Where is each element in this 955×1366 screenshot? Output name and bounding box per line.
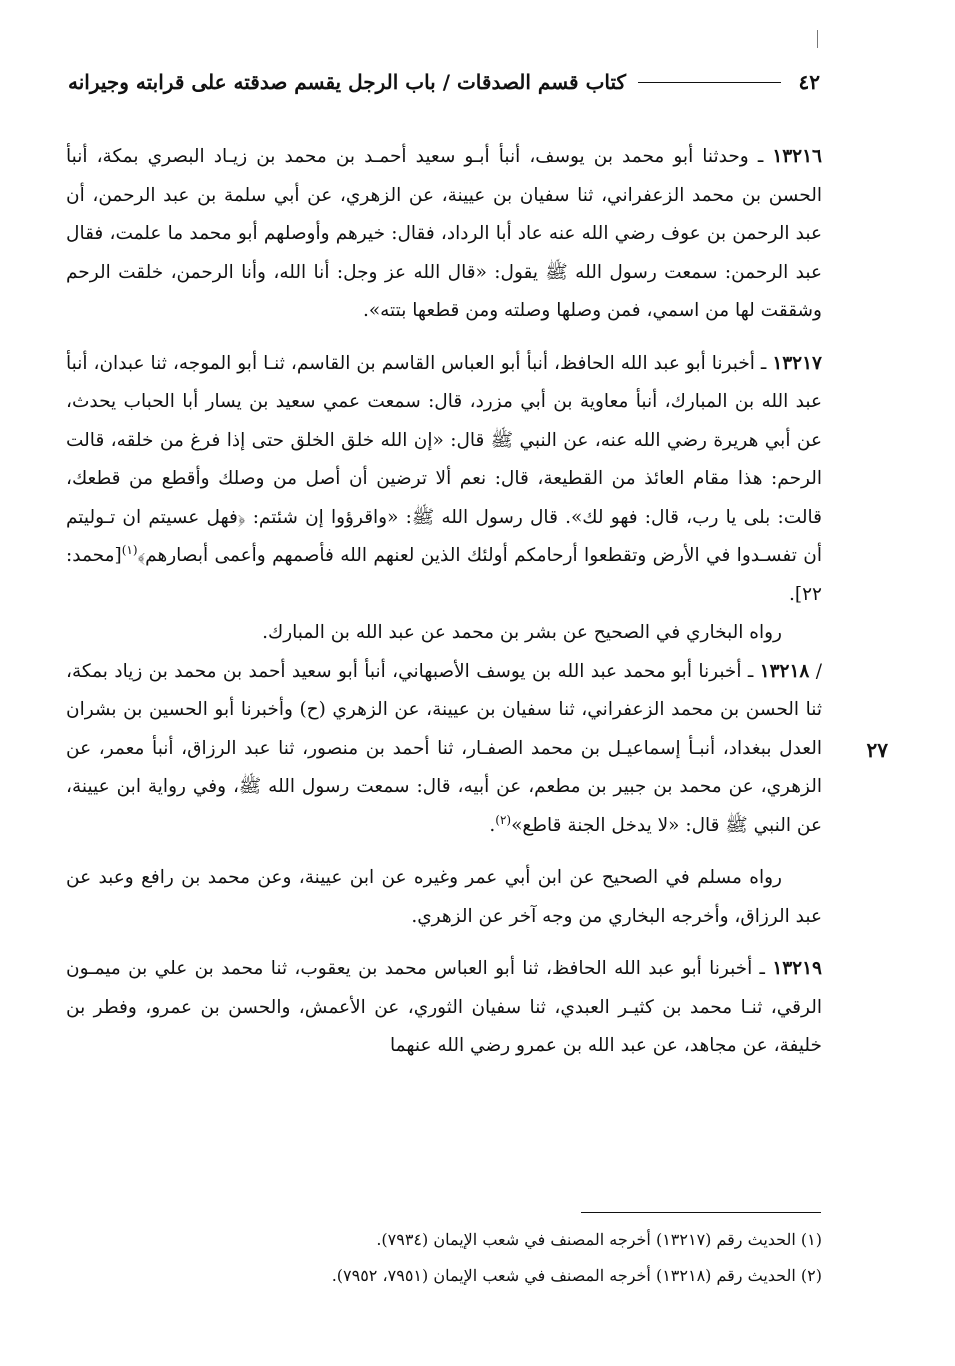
- running-title: كتاب قسم الصدقات / باب الرجل يقسم صدقته على قرابته وجيرانه: [68, 70, 627, 94]
- hadith-paragraph: [66, 653, 822, 846]
- hadith-tail: .: [489, 814, 496, 836]
- hadith-tail: [محمد: ٢٢].: [66, 545, 822, 605]
- hadith-text: ـ أخبرنا أبو عبد الله الحافظ، ثنا أبو العباس محمد بن يعقوب، ثنا محمد بن علي بن ميمـون الرقي، ثنـا محمد بن كثيـر العبدي، ثنا سفيان الثوري، عن الأعمش، والحسن بن عمرو، وفطر بن خليفة، عن مجاهد، عن عبد الله بن عمرو رضي الله عنهما: [66, 958, 822, 1056]
- hadith-number: ١٣٢١٧: [772, 352, 822, 374]
- footnote-ref: (١): [121, 542, 138, 557]
- main-text: [66, 138, 822, 1066]
- page-break-marker: /: [809, 660, 822, 682]
- footnote: (٢) الحديث رقم (١٣٢١٨) أخرجه المصنف في شعب الإيمان (٧٩٥١، ٧٩٥٢).: [331, 1266, 822, 1285]
- scan-mark: [817, 30, 818, 48]
- narration-note: [66, 859, 822, 936]
- hadith-text: ـ أخبرنا أبو عبد الله الحافظ، أنبأ أبو العباس القاسم بن القاسم، ثنـا أبو الموجه، ثنا عبدان، أنبأ عبد الله بن المبارك، أنبأ معاوية بن أبي مزرد، قال: سمعت عمي سعيد بن يسار أبا الحباب يحدث، عن أبي هريرة رضي الله عنه، عن النبي ﷺ قال: «إن الله خلق الخلق حتى إذا فرغ من خلقه، قالت الرحم: هذا مقام العائذ من القطيعة، قال: نعم ألا ترضين أن أصل من وصلك وأقطع من قطعك، قالت: بلى يا رب، قال: فهو لك». قال رسول الله ﷺ: «واقرؤوا إن شئتم: ﴿فهل عسيتم ان تـوليتم أن تفسـدوا في الأرض وتقطعوا أرحامكم أولئك الذين لعنهم الله فأصمهم وأعمى أبصارهم﴾: [66, 352, 822, 566]
- note-text: رواه مسلم في الصحيح عن ابن أبي عمر وغيره عن ابن عيينة، وعن محمد بن رافع وعبد عن عبد الرزاق، وأخرجه البخاري من وجه آخر عن الزهري.: [66, 867, 822, 927]
- footnotes: [120, 1222, 822, 1294]
- footnote: (١) الحديث رقم (١٣٢١٧) أخرجه المصنف في شعب الإيمان (٧٩٣٤).: [376, 1230, 822, 1249]
- hadith-text: ـ وحدثنا أبو محمد بن يوسف، أنبأ أبـو سعيد أحمـد بن محمد بن زيـاد البصري بمكة، أنبأ الحسن بن محمد الزعفراني، ثنا سفيان بن عيينة، عن الزهري، عن أبي سلمة بن عبد الرحمن، أن عبد الرحمن بن عوف رضي الله عنه عاد أبا الرداد، فقال: خيرهم وأوصلهم أبو محمد ما علمت، فقال عبد الرحمن: سمعت رسول الله ﷺ يقول: «قال الله عز وجل: أنا الله، وأنا الرحمن، خلقت الرحم وشققت لها من اسمي، فمن وصلها وصلته ومن قطعها بتته».: [66, 146, 822, 321]
- narration-note: [66, 614, 822, 653]
- hadith-text: ـ أخبرنا أبو محمد عبد الله بن يوسف الأصبهاني، أنبأ أبو سعيد أحمد بن محمد بن زياد بمكة، ثنا الحسن بن محمد الزعفراني، ثنا سفيان بن عيينة، عن الزهري (ح) وأخبرنا أبو الحسين بن بشران العدل ببغداد، أنبـأ إسماعيـل بن محمد الصفـار، ثنا أحمد بن منصور، ثنا عبد الرزاق، أنبأ معمر، عن الزهري، عن محمد بن جبير بن مطعم، عن أبيه، قال: سمعت رسول الله ﷺ، وفي رواية ابن عيينة، عن النبي ﷺ قال: «لا يدخل الجنة قاطع»: [66, 660, 822, 836]
- hadith-paragraph: [66, 138, 822, 331]
- footnote-ref: (٢): [495, 812, 512, 827]
- running-header: [68, 70, 820, 94]
- hadith-paragraph: [66, 345, 822, 615]
- note-text: رواه البخاري في الصحيح عن بشر بن محمد عن عبد الله بن المبارك.: [262, 622, 782, 643]
- hadith-paragraph: [66, 950, 822, 1066]
- footnote-rule: [581, 1212, 821, 1213]
- hadith-number: ١٣٢١٨: [759, 660, 810, 682]
- hadith-number: ١٣٢١٩: [772, 958, 822, 979]
- header-rule: [638, 82, 780, 83]
- margin-note: ٢٧: [866, 738, 888, 762]
- hadith-number: ١٣٢١٦: [772, 146, 822, 167]
- page-number: ٤٢: [798, 70, 820, 94]
